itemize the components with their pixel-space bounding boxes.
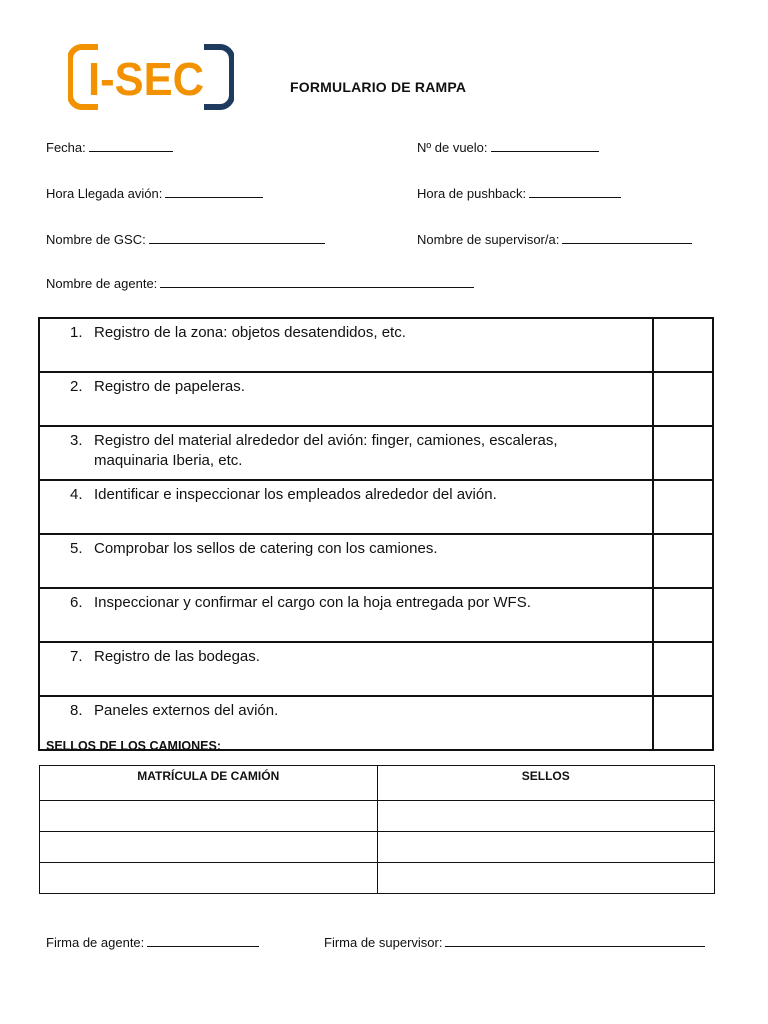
item-text: Inspeccionar y confirmar el cargo con la hoja entregada por WFS. xyxy=(94,594,531,611)
checkbox-cell[interactable] xyxy=(653,318,713,372)
matricula-cell[interactable] xyxy=(40,801,378,832)
form-title: FORMULARIO DE RAMPA xyxy=(290,79,467,95)
checklist-row xyxy=(39,534,713,588)
firma-agente-label: Firma de agente: xyxy=(46,935,145,950)
checklist-table xyxy=(38,317,714,751)
firma-supervisor-label: Firma de supervisor: xyxy=(324,935,443,950)
firma-supervisor-field[interactable] xyxy=(324,934,705,950)
trucks-table xyxy=(39,765,715,894)
table-row xyxy=(40,801,715,832)
item-text: Registro del material alrededor del avión: finger, camiones, escaleras, xyxy=(94,432,558,449)
hora-llegada-field[interactable] xyxy=(46,185,263,201)
vuelo-label: Nº de vuelo: xyxy=(417,140,488,155)
checklist-row xyxy=(39,480,713,534)
checklist-row xyxy=(39,318,713,372)
sellos-cell[interactable] xyxy=(377,801,715,832)
checkbox-cell[interactable] xyxy=(653,642,713,696)
item-text: Registro de las bodegas. xyxy=(94,648,260,665)
checkbox-cell[interactable] xyxy=(653,534,713,588)
supervisor-field[interactable] xyxy=(417,231,692,247)
gsc-label: Nombre de GSC: xyxy=(46,232,146,247)
sellos-cell[interactable] xyxy=(377,832,715,863)
firma-agente-field[interactable] xyxy=(46,934,259,950)
hora-pushback-label: Hora de pushback: xyxy=(417,186,527,201)
matricula-header: MATRÍCULA DE CAMIÓN xyxy=(40,766,378,801)
sellos-cell[interactable] xyxy=(377,863,715,894)
gsc-field[interactable] xyxy=(46,231,325,247)
checklist-row xyxy=(39,588,713,642)
checkbox-cell[interactable] xyxy=(653,588,713,642)
checkbox-cell[interactable] xyxy=(653,372,713,426)
checklist-row xyxy=(39,642,713,696)
checklist-row xyxy=(39,372,713,426)
checkbox-cell[interactable] xyxy=(653,696,713,750)
item-number: 2. xyxy=(70,378,83,395)
item-number: 7. xyxy=(70,648,83,665)
item-text: Registro de la zona: objetos desatendidos, etc. xyxy=(94,324,406,341)
sellos-header: SELLOS xyxy=(377,766,715,801)
hora-llegada-label: Hora Llegada avión: xyxy=(46,186,163,201)
agente-label: Nombre de agente: xyxy=(46,276,158,291)
item-number: 3. xyxy=(70,432,83,449)
item-number: 1. xyxy=(70,324,83,341)
item-number: 6. xyxy=(70,594,83,611)
matricula-cell[interactable] xyxy=(40,832,378,863)
supervisor-label: Nombre de supervisor/a: xyxy=(417,232,560,247)
sellos-heading: SELLOS DE LOS CAMIONES: xyxy=(46,739,222,753)
agente-field[interactable] xyxy=(46,275,474,291)
i-sec-logo xyxy=(68,44,234,110)
item-text: Identificar e inspeccionar los empleados alrededor del avión. xyxy=(94,486,497,503)
table-row xyxy=(40,832,715,863)
logo-text: I-SEC xyxy=(88,53,204,105)
item-text: Paneles externos del avión. xyxy=(94,702,279,719)
hora-pushback-field[interactable] xyxy=(417,185,621,201)
fecha-label: Fecha: xyxy=(46,140,86,155)
item-text: Comprobar los sellos de catering con los camiones. xyxy=(94,540,438,557)
item-text: Registro de papeleras. xyxy=(94,378,245,395)
trucks-header-row xyxy=(40,766,715,801)
matricula-cell[interactable] xyxy=(40,863,378,894)
item-number: 8. xyxy=(70,702,83,719)
checkbox-cell[interactable] xyxy=(653,480,713,534)
item-text-continued: maquinaria Iberia, etc. xyxy=(94,452,243,469)
fecha-field[interactable] xyxy=(46,139,173,155)
checkbox-cell[interactable] xyxy=(653,426,713,480)
table-row xyxy=(40,863,715,894)
item-number: 4. xyxy=(70,486,83,503)
item-number: 5. xyxy=(70,540,83,557)
checklist-row xyxy=(39,426,713,480)
vuelo-field[interactable] xyxy=(417,139,599,155)
